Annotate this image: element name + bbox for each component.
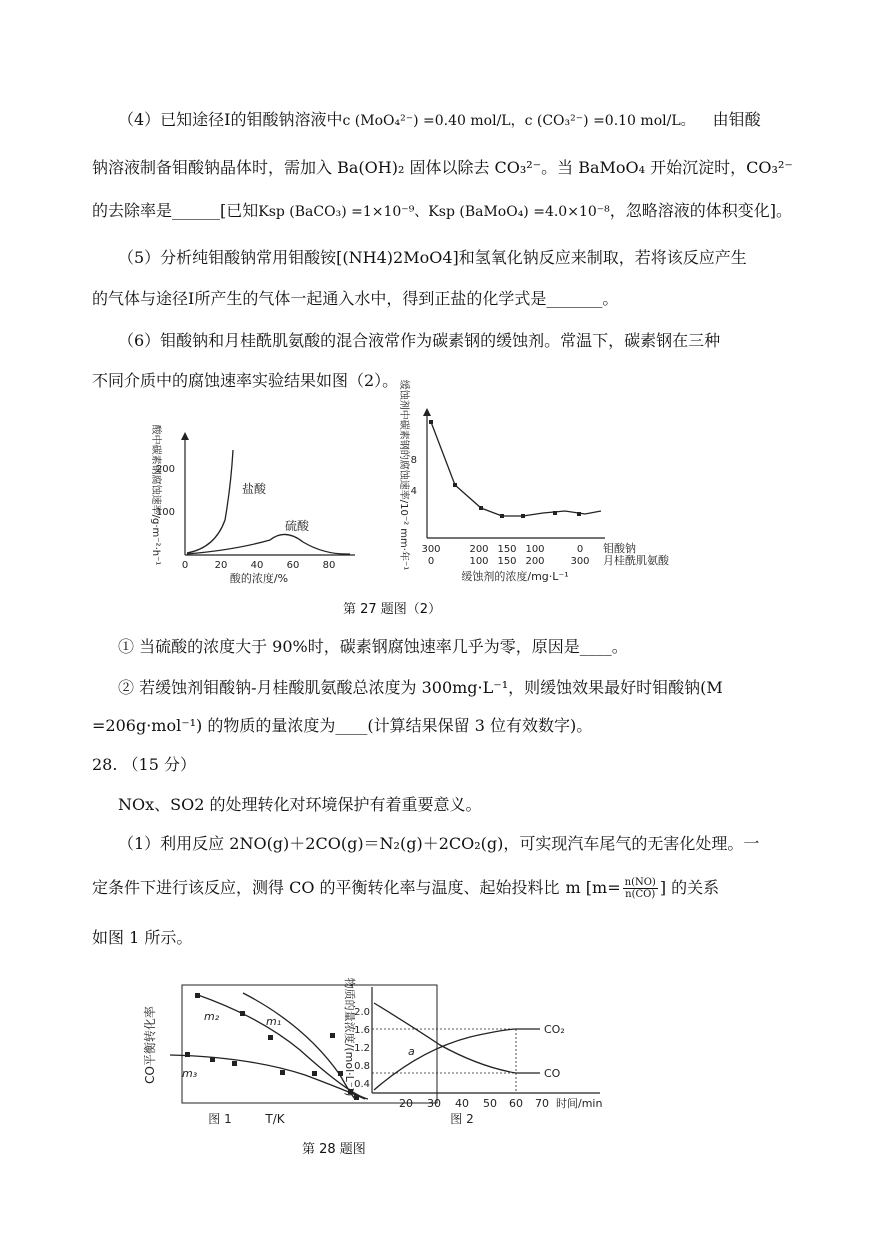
figure-28 [140,975,620,1125]
corrosion-acid-chart [150,425,355,585]
inhibitor-points [429,420,581,518]
ratio-fraction [623,877,658,900]
m2-curve [198,995,368,1099]
left-xtick: 80 [322,560,336,571]
ratio-numerator: n(NO) [624,877,656,888]
f2-caption: 图 2 [450,1112,474,1126]
h2so4-curve [187,534,350,554]
la-tick: 0 [427,556,435,567]
left-xtick: 0 [181,560,189,571]
la-tick: 300 [570,556,590,567]
p6-line2: 不同介质中的腐蚀速率实验结果如图（2）。 [92,371,399,390]
left-xtick: 40 [250,560,264,571]
mo-tick: 100 [525,544,545,555]
la-tick: 100 [469,556,489,567]
p4-line2: 钠溶液制备钼酸钠晶体时，需加入 Ba(OH)₂ 固体以除去 CO₃²⁻。当 BaMoO₄ 开始沉淀时，CO₃²⁻ [92,158,793,177]
carbonate-conc: c (CO₃²⁻) =0.10 mol/L。 [524,113,695,129]
q28-line1: （1）利用反应 2NO(g)＋2CO(g)＝N₂(g)＋2CO₂(g)，可实现汽车尾气的无害化处理。一 [118,834,760,853]
co-curve [374,1003,540,1073]
f2-xtick: 70 [535,1097,549,1110]
question-2-line2: =206g·mol⁻¹) 的物质的量浓度为____(计算结果保留 3 位有效数字)。 [92,716,593,735]
p4-line1 [118,108,761,133]
f2-ytick: 0.4 [354,1079,370,1090]
left-xtick: 20 [214,560,228,571]
f2-xtick: 40 [455,1097,469,1110]
f2-xlabel: 时间/min [556,1097,603,1110]
right-ytick-8: 8 [410,455,417,466]
f2-ytick: 0.8 [354,1061,370,1072]
row1-label: 钼酸钠 [603,542,636,555]
corrosion-inhibitor-chart [398,380,670,583]
mo-tick: 200 [469,544,489,555]
mo-tick: 0 [576,544,584,555]
right-ylabel: 缓蚀剂中碳素钢的腐蚀速率/10⁻² mm·年⁻¹ [398,379,409,571]
f2-ytick: 2.0 [354,1007,370,1018]
ksp-values: Ksp (BaCO₃) =1×10⁻⁹、Ksp (BaMoO₄) =4.0×10⁻⁸ [258,204,610,220]
left-ylabel: 酸中碳素钢腐蚀速率/g·m⁻²·h⁻¹ [150,424,161,566]
p4-line3 [92,199,792,224]
m1-curve [243,993,355,1099]
m2-label: m₂ [204,1010,220,1023]
p5-line1: （5）分析纯钼酸钠常用钼酸铵[(NH4)2MoO4]和氢氧化钠反应来制取，若将该反应产生 [118,248,747,267]
f2-ylabel: 物质的量浓度/(mol·L⁻¹) [343,977,356,1097]
ratio-denominator: n(CO) [625,889,656,900]
hcl-label: 盐酸 [242,482,267,496]
p4-blank-text: 的去除率是______[已知 [92,201,259,220]
ratio-label: m [m= [565,878,621,897]
left-ytick-200: 200 [155,464,175,475]
molybdate-conc: c (MoO₄²⁻) =0.40 mol/L， [342,113,525,129]
f2-xtick: 30 [427,1097,441,1110]
co2-curve [374,1029,540,1090]
left-xtick: 60 [286,560,300,571]
m3-curve [170,1055,365,1099]
alpha-label: a [408,1045,415,1058]
p5-line2: 的气体与途径Ⅰ所产生的气体一起通入水中，得到正盐的化学式是_______。 [92,289,619,308]
q28-heading: 28. （15 分） [92,755,196,774]
concentration-time-chart [343,978,602,1126]
m3-label: m₃ [182,1067,198,1080]
f1-ylabel: CO平衡转化率 [143,1006,157,1084]
row2-label: 月桂酰肌氨酸 [603,554,669,567]
f2-xtick: 50 [483,1097,497,1110]
h2so4-label: 硫酸 [285,519,310,533]
co-conversion-chart [142,985,437,1126]
left-ytick-100: 100 [155,507,175,518]
f2-ytick: 1.2 [354,1043,370,1054]
p4-text: （4）已知途径Ⅰ的钼酸钠溶液中 [118,110,343,129]
f1-caption: 图 1 [208,1112,232,1126]
question-1: ① 当硫酸的浓度大于 90%时，碳素钢腐蚀速率几乎为零，原因是____。 [118,637,628,656]
right-xlabel: 缓蚀剂的浓度/mg·L⁻¹ [461,570,569,583]
mo-tick: 150 [497,544,517,555]
inhibitor-curve [431,422,601,516]
figure-28-caption: 第 28 题图 [302,1142,366,1157]
right-ytick-4: 4 [410,486,417,497]
f1-xlabel: T/K [265,1112,285,1126]
co2-label: CO₂ [544,1023,565,1036]
q28-intro: NOx、SO2 的处理转化对环境保护有着重要意义。 [118,795,482,814]
co-label: CO [544,1067,561,1080]
f2-ytick: 1.6 [354,1025,370,1036]
p6-line1: （6）钼酸钠和月桂酰肌氨酸的混合液常作为碳素钢的缓蚀剂。常温下，碳素钢在三种 [118,331,721,350]
p4-text-tail: ，忽略溶液的体积变化]。 [609,201,793,220]
left-xlabel: 酸的浓度/% [229,572,289,585]
question-2-line1: ② 若缓蚀剂钼酸钠-月桂酸肌氨酸总浓度为 300mg·L⁻¹，则缓蚀效果最好时钼酸钠(M [118,678,723,697]
figure-27-caption: 第 27 题图（2） [343,602,442,617]
f2-xtick: 60 [509,1097,523,1110]
la-tick: 150 [497,556,517,567]
hcl-curve [187,450,233,553]
q28-line2-end: ] 的关系 [659,878,720,897]
m1-label: m₁ [266,1015,282,1028]
q28-line2-text: 定条件下进行该反应，测得 CO 的平衡转化率与温度、起始投料比 [92,878,560,897]
q28-line2 [92,876,719,900]
q28-line3: 如图 1 所示。 [92,928,193,947]
p4-text-end: 由钼酸 [712,110,761,129]
la-tick: 200 [525,556,545,567]
mo-tick: 300 [421,544,441,555]
f2-xtick: 20 [399,1097,413,1110]
